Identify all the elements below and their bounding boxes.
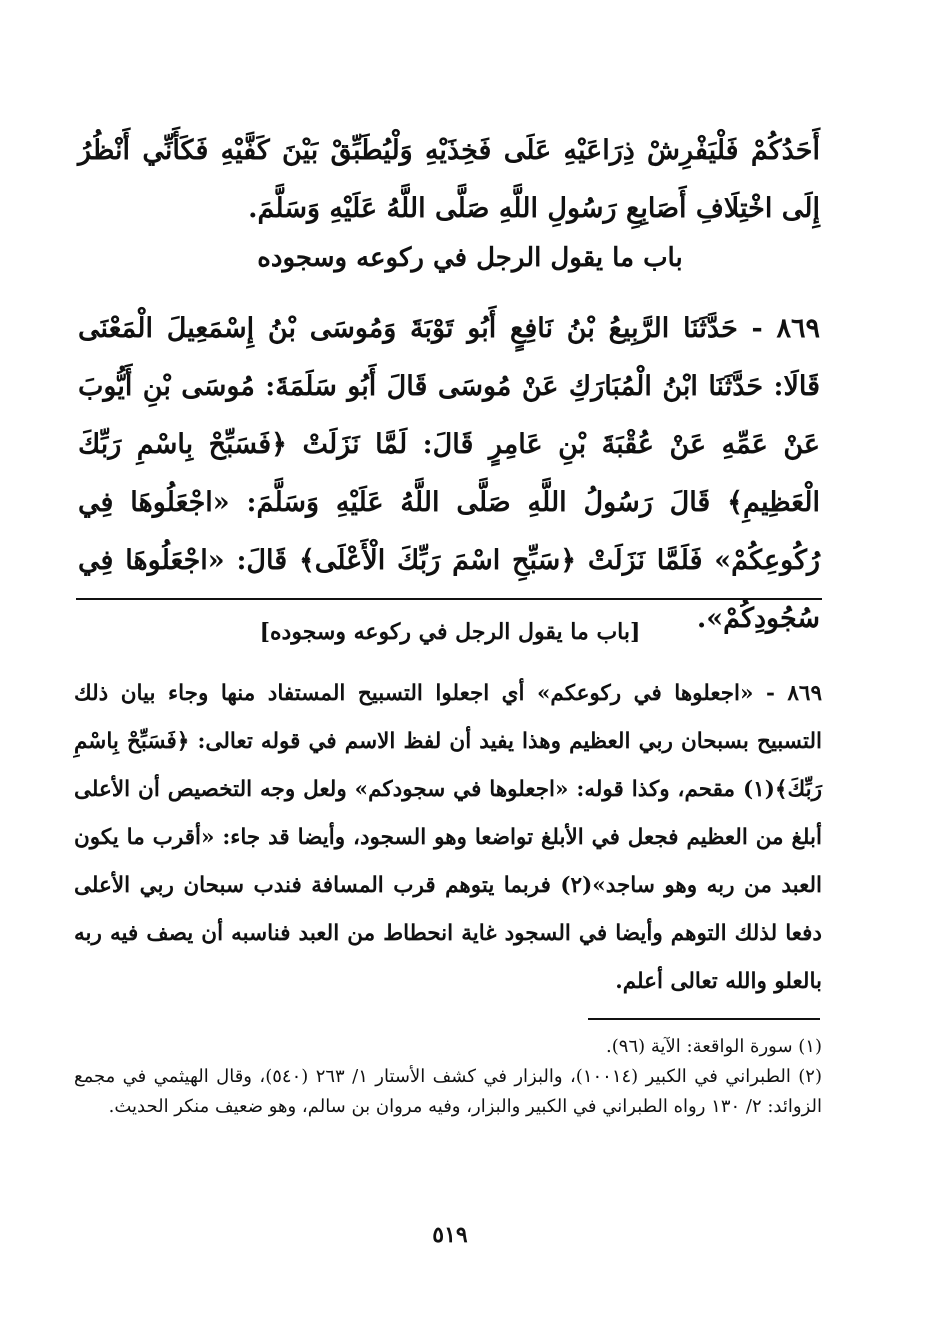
chapter-title: باب ما يقول الرجل في ركوعه وسجوده (257, 243, 683, 273)
commentary-869 (74, 670, 822, 1006)
commentary-title: [باب ما يقول الرجل في ركوعه وسجوده] (259, 619, 641, 645)
commentary-869-text: ٨٦٩ - «اجعلوها في ركوعكم» أي اجعلوا التسبيح المستفاد منها وجاء بيان ذلك التسبيح بسبحان ربي العظيم وهذا يفيد أن لفظ الاسم في قوله تعالى: ﴿فَسَبِّحْ بِاسْمِ رَبِّكَ﴾(١) مقحم، وكذا قوله: «اجعلوها في سجودكم» ولعل وجه التخصيص أن الأعلى أبلغ من العظيم فجعل في الأبلغ تواضعا وهو السجود، وأيضا قد جاء: «أقرب ما يكون العبد من ربه وهو ساجد»(٢) فربما يتوهم قرب المسافة فندب سبحان ربي الأعلى دفعا لذلك التوهم وأيضا في السجود غاية انحطاط من العبد فناسبه أن يصف فيه ربه بالعلو والله تعالى أعلم. (74, 681, 822, 994)
footnote-1: (١) سورة الواقعة: الآية (٩٦). (606, 1036, 822, 1057)
footnote-divider (588, 1018, 820, 1020)
footnote-2: (٢) الطبراني في الكبير (١٠٠١٤)، والبزار في كشف الأستار ١/ ٢٦٣ (٥٤٠)، وقال الهيثمي في مجمع الزوائد: ٢/ ١٣٠ رواه الطبراني في الكبير والبزار، وفيه مروان بن سالم، وهو ضعيف منكر الحديث. (74, 1066, 822, 1117)
hadith-continuation-text: أَحَدُكُمْ فَلْيَفْرِشْ ذِرَاعَيْهِ عَلَى فَخِذَيْهِ وَلْيُطَبِّقْ بَيْنَ كَفَّيْهِ فَكَأَنِّي أَنْظُرُ إِلَى اخْتِلَافِ أَصَابِعِ رَسُولِ اللَّهِ صَلَّى اللَّهُ عَلَيْهِ وَسَلَّمَ. (78, 135, 821, 224)
hadith-869 (78, 300, 820, 648)
footnotes (74, 1032, 822, 1122)
section-divider (76, 598, 822, 600)
hadith-869-text: ٨٦٩ - حَدَّثَنَا الرَّبِيعُ بْنُ نَافِعٍ أَبُو تَوْبَةَ وَمُوسَى بْنُ إِسْمَعِيلَ الْمَعْنَى قَالَا: حَدَّثَنَا ابْنُ الْمُبَارَكِ عَنْ مُوسَى قَالَ أَبُو سَلَمَةَ: مُوسَى بْنِ أَيُّوبَ عَنْ عَمِّهِ عَنْ عُقْبَةَ بْنِ عَامِرٍ قَالَ: لَمَّا نَزَلَتْ ﴿فَسَبِّحْ بِاسْمِ رَبِّكَ الْعَظِيمِ﴾ قَالَ رَسُولُ اللَّهِ صَلَّى اللَّهُ عَلَيْهِ وَسَلَّمَ: «اجْعَلُوهَا فِي رُكُوعِكُمْ» فَلَمَّا نَزَلَتْ ﴿سَبِّحِ اسْمَ رَبِّكَ الْأَعْلَى﴾ قَالَ: «اجْعَلُوهَا فِي سُجُودِكُمْ». (78, 313, 820, 634)
page-number: ٥١٩ (432, 1222, 468, 1248)
hadith-continuation (78, 122, 820, 238)
